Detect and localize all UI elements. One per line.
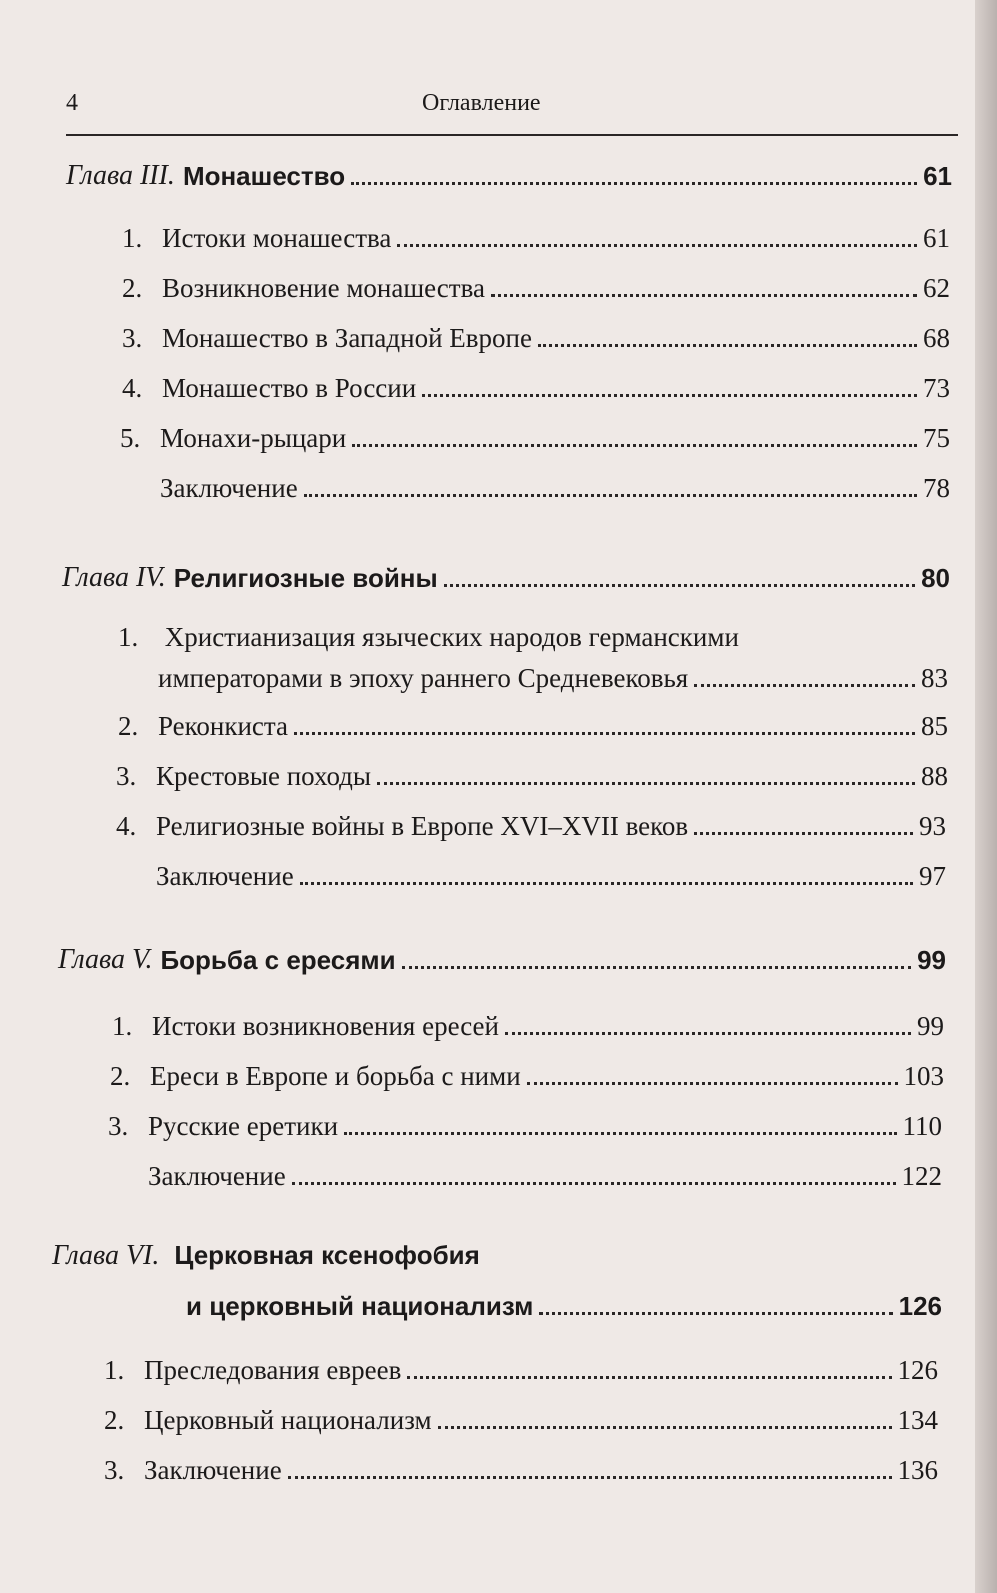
entry-title: Крестовые походы <box>156 761 372 791</box>
entry-number: 2. <box>118 711 139 741</box>
leader-dots <box>351 182 917 185</box>
toc-chapter[interactable] <box>66 158 952 192</box>
chapter-title: Религиозные войны <box>173 563 438 593</box>
toc-entry[interactable] <box>116 758 948 792</box>
leader-dots <box>438 1426 892 1429</box>
chapter-title-line1: Церковная ксенофобия <box>174 1240 480 1270</box>
entry-page: 136 <box>897 1455 938 1485</box>
header-rule <box>66 134 958 136</box>
toc-entry[interactable] <box>120 420 950 454</box>
leader-dots <box>292 1182 896 1185</box>
entry-page: 68 <box>923 323 950 353</box>
chapter-page: 61 <box>923 161 952 191</box>
toc-entry[interactable] <box>118 708 948 742</box>
toc-entry[interactable] <box>158 660 948 694</box>
entry-title: Русские еретики <box>148 1111 339 1141</box>
entry-title: Преследования евреев <box>144 1355 402 1385</box>
entry-page: 85 <box>921 711 948 741</box>
entry-page: 75 <box>923 423 950 453</box>
leader-dots <box>422 394 917 397</box>
leader-dots <box>402 966 911 969</box>
entry-title: Заключение <box>144 1455 282 1485</box>
leader-dots <box>344 1132 896 1135</box>
chapter-page: 99 <box>917 945 946 975</box>
toc-entry[interactable] <box>104 1402 938 1436</box>
entry-page: 110 <box>902 1111 942 1141</box>
toc-entry[interactable] <box>160 470 950 504</box>
toc-entry[interactable] <box>104 1352 938 1386</box>
entry-title: Истоки монашества <box>162 223 392 253</box>
toc-entry[interactable] <box>122 220 950 254</box>
toc-entry[interactable] <box>156 858 946 892</box>
entry-number: 3. <box>108 1111 129 1141</box>
toc-entry[interactable] <box>122 270 950 304</box>
leader-dots <box>397 244 917 247</box>
leader-dots <box>288 1476 892 1479</box>
entry-number: 5. <box>120 423 141 453</box>
leader-dots <box>352 444 917 447</box>
entry-title: Реконкиста <box>158 711 289 741</box>
entry-title: Монашество в Западной Европе <box>162 323 532 353</box>
leader-dots <box>444 584 915 587</box>
toc-entry[interactable] <box>110 1058 944 1092</box>
toc-chapter-line1 <box>52 1240 480 1272</box>
leader-dots <box>407 1376 891 1379</box>
toc-entry[interactable] <box>148 1158 942 1192</box>
entry-page: 73 <box>923 373 950 403</box>
toc-entry[interactable] <box>108 1108 942 1142</box>
entry-page: 97 <box>919 861 946 891</box>
entry-number: 1. <box>112 1011 133 1041</box>
entry-title: Истоки возникновения ересей <box>152 1011 499 1041</box>
entry-title: Возникновение монашества <box>162 273 485 303</box>
entry-title: Ереси в Европе и борьба с ними <box>150 1061 521 1091</box>
entry-number: 3. <box>116 761 137 791</box>
leader-dots <box>304 494 917 497</box>
entry-title: Монашество в России <box>162 373 417 403</box>
chapter-page: 80 <box>921 563 950 593</box>
entry-page: 62 <box>923 273 950 303</box>
entry-page: 122 <box>901 1161 942 1191</box>
leader-dots <box>377 782 915 785</box>
leader-dots <box>294 732 915 735</box>
entry-number: 2. <box>110 1061 131 1091</box>
chapter-label: Глава III. <box>66 160 175 191</box>
entry-number: 2. <box>122 273 143 303</box>
chapter-label: Глава IV. <box>62 562 166 593</box>
toc-entry-line1 <box>118 622 739 653</box>
entry-title: императорами в эпоху раннего Средневековья <box>158 663 689 693</box>
entry-page: 83 <box>921 663 948 693</box>
leader-dots <box>694 832 913 835</box>
entry-page: 99 <box>917 1011 944 1041</box>
entry-page: 103 <box>903 1061 944 1091</box>
entry-page: 126 <box>897 1355 938 1385</box>
chapter-title: Монашество <box>182 161 346 191</box>
toc-entry[interactable] <box>122 370 950 404</box>
entry-number: 1. <box>118 622 139 652</box>
entry-title: Церковный национализм <box>144 1405 432 1435</box>
leader-dots <box>538 344 917 347</box>
chapter-title: Борьба с ересями <box>160 945 396 975</box>
entry-number: 1. <box>104 1355 125 1385</box>
leader-dots <box>505 1032 911 1035</box>
entry-title-line1: Христианизация языческих народов германскими <box>164 622 739 652</box>
entry-title: Заключение <box>156 861 294 891</box>
chapter-label: Глава V. <box>58 944 153 975</box>
toc-chapter[interactable] <box>62 560 950 594</box>
entry-page: 93 <box>919 811 946 841</box>
chapter-page: 126 <box>898 1291 942 1321</box>
page-edge <box>975 0 997 1593</box>
entry-number: 2. <box>104 1405 125 1435</box>
leader-dots <box>491 294 917 297</box>
toc-entry[interactable] <box>112 1008 944 1042</box>
leader-dots <box>539 1312 892 1315</box>
entry-page: 134 <box>897 1405 938 1435</box>
entry-page: 61 <box>923 223 950 253</box>
entry-number: 4. <box>116 811 137 841</box>
entry-title: Заключение <box>148 1161 286 1191</box>
entry-number: 3. <box>104 1455 125 1485</box>
chapter-label: Глава VI. <box>52 1240 160 1271</box>
entry-title: Религиозные войны в Европе XVI–XVII веков <box>156 811 689 841</box>
entry-title: Заключение <box>160 473 298 503</box>
leader-dots <box>527 1082 898 1085</box>
leader-dots <box>300 882 913 885</box>
entry-number: 4. <box>122 373 143 403</box>
page-number: 4 <box>66 90 78 116</box>
running-title: Оглавление <box>422 90 541 116</box>
entry-title: Монахи-рыцари <box>160 423 347 453</box>
toc-entry[interactable] <box>104 1452 938 1486</box>
entry-number: 1. <box>122 223 143 253</box>
toc-chapter[interactable] <box>186 1288 942 1322</box>
entry-page: 78 <box>923 473 950 503</box>
leader-dots <box>694 684 915 687</box>
entry-page: 88 <box>921 761 948 791</box>
toc-chapter[interactable] <box>58 942 946 976</box>
toc-entry[interactable] <box>122 320 950 354</box>
toc-entry[interactable] <box>116 808 946 842</box>
entry-number: 3. <box>122 323 143 353</box>
page-header <box>66 86 956 126</box>
chapter-title: и церковный национализм <box>186 1291 534 1321</box>
